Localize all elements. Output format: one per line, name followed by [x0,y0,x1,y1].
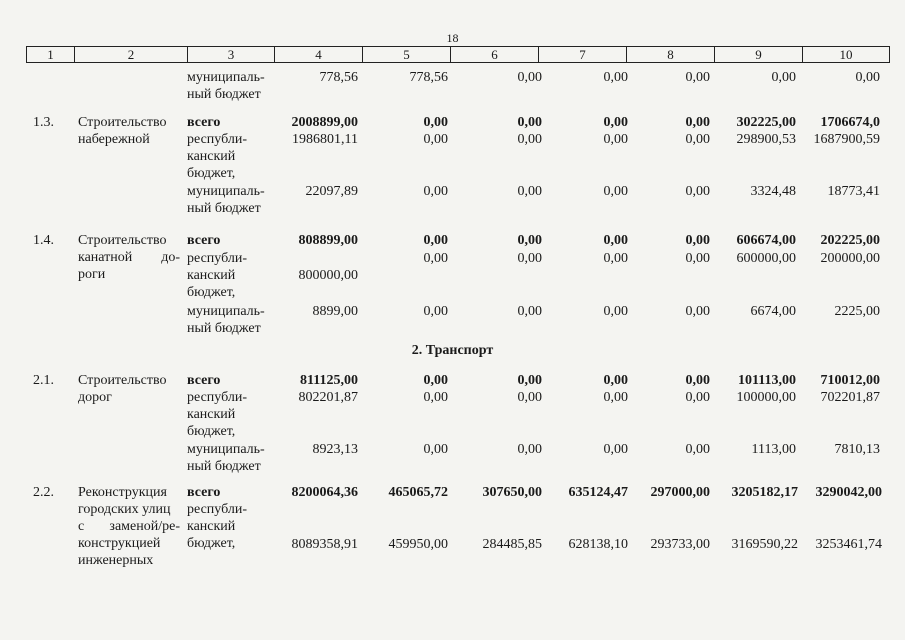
name-line: Строительство [78,233,167,248]
source-line: бюджет, [187,166,236,181]
cell: 628138,10 [568,537,628,552]
cell: 0,00 [423,304,448,319]
cell: 606674,00 [736,233,796,248]
cell: 800000,00 [298,268,358,283]
source-line: ный бюджет [187,201,261,216]
cell: 297000,00 [650,485,710,500]
cell: 0,00 [603,132,628,147]
cell: 0,00 [423,390,448,405]
cell: 0,00 [603,70,628,85]
cell: 635124,47 [568,485,628,500]
funding-source-republic [187,501,277,552]
cell: 101113,00 [738,373,796,388]
cell: 0,00 [685,304,710,319]
cell: 0,00 [517,442,542,457]
cell: 778,56 [319,70,358,85]
cell: 2225,00 [834,304,880,319]
name-line: конструкцией [78,536,161,551]
cell: 307650,00 [482,485,542,500]
cell: 0,00 [603,373,628,388]
item-name [78,484,180,569]
source-line: муниципаль- [187,442,265,457]
source-line: ный бюджет [187,87,261,102]
source-line: канский [187,149,236,164]
cell: 0,00 [685,184,710,199]
source-line: муниципаль- [187,70,265,85]
header-col-9: 9 [715,47,803,63]
cell: 465065,72 [388,485,448,500]
cell: 802201,87 [298,390,358,405]
name-line: Реконструкция [78,485,167,500]
cell: 0,00 [517,70,542,85]
source-line: республи- [187,390,247,405]
cell: 0,00 [517,115,542,130]
funding-source-municipal [187,441,277,475]
item-name [78,372,180,406]
cell: 0,00 [517,373,542,388]
cell: 0,00 [517,184,542,199]
header-col-10: 10 [803,47,890,63]
cell: 202225,00 [820,233,880,248]
source-line: бюджет, [187,536,236,551]
cell: 293733,00 [650,537,710,552]
cell: 0,00 [423,373,448,388]
cell: 302225,00 [736,115,796,130]
cell: 0,00 [517,304,542,319]
source-line: республи- [187,502,247,517]
cell: 3205182,17 [731,485,798,500]
total-label: всего [187,373,221,388]
cell: 0,00 [603,390,628,405]
funding-source-municipal [187,303,277,337]
cell: 1986801,11 [292,132,358,147]
cell: 0,00 [423,442,448,457]
cell: 702201,87 [820,390,880,405]
source-line: республи- [187,132,247,147]
funding-source-municipal [187,183,277,217]
total-label: всего [187,115,221,130]
header-col-8: 8 [627,47,715,63]
cell: 0,00 [685,233,710,248]
cell: 1706674,0 [820,115,880,130]
source-line: ный бюджет [187,459,261,474]
name-line: с заменой/ре- [78,519,180,534]
total-label: всего [187,233,221,248]
name-line: городских улиц [78,502,171,517]
cell: 0,00 [603,304,628,319]
cell: 0,00 [517,233,542,248]
cell: 0,00 [685,251,710,266]
row-number: 1.3. [33,115,54,130]
cell: 0,00 [517,251,542,266]
cell: 0,00 [685,132,710,147]
cell: 0,00 [517,390,542,405]
cell: 8923,13 [312,442,358,457]
cell: 0,00 [423,184,448,199]
cell: 100000,00 [736,390,796,405]
row-number: 2.1. [33,373,54,388]
source-line: муниципаль- [187,304,265,319]
cell: 600000,00 [736,251,796,266]
cell: 0,00 [423,132,448,147]
cell: 778,56 [409,70,448,85]
cell: 0,00 [423,115,448,130]
header-col-4: 4 [275,47,363,63]
cell: 811125,00 [300,373,358,388]
section-title: 2. Транспорт [411,343,494,358]
cell: 0,00 [685,442,710,457]
name-line: инженерных [78,553,154,568]
cell: 1113,00 [751,442,796,457]
name-line: Строительство [78,115,167,130]
cell: 808899,00 [298,233,358,248]
cell: 0,00 [685,115,710,130]
cell: 3253461,74 [815,537,882,552]
name-line: роги [78,267,106,282]
source-line: канский [187,407,236,422]
cell: 3290042,00 [815,485,882,500]
cell: 0,00 [771,70,796,85]
funding-source-republic [187,131,277,182]
funding-source-republic [187,389,277,440]
total-label: всего [187,485,221,500]
cell: 284485,85 [482,537,542,552]
cell: 0,00 [603,442,628,457]
source-line: муниципаль- [187,184,265,199]
header-col-1: 1 [27,47,75,63]
source-line: ный бюджет [187,321,261,336]
row-number: 1.4. [33,233,54,248]
cell: 22097,89 [305,184,358,199]
cell: 459950,00 [388,537,448,552]
cell: 0,00 [603,233,628,248]
cell: 7810,13 [834,442,880,457]
header-col-7: 7 [539,47,627,63]
cell: 0,00 [685,373,710,388]
cell: 0,00 [685,70,710,85]
name-word: до- [161,250,180,265]
cell: 298900,53 [736,132,796,147]
header-col-3: 3 [188,47,275,63]
cell: 3169590,22 [731,537,798,552]
cell: 0,00 [855,70,880,85]
page-number: 18 [446,31,459,45]
name-line: дорог [78,390,112,405]
cell: 0,00 [603,115,628,130]
cell: 0,00 [685,390,710,405]
source-line: канский [187,519,236,534]
cell: 0,00 [517,132,542,147]
header-col-6: 6 [451,47,539,63]
cell: 0,00 [423,251,448,266]
name-line: Строительство [78,373,167,388]
source-line: республи- [187,251,247,266]
source-line: бюджет, [187,424,236,439]
funding-source-republic [187,250,277,301]
cell: 1687900,59 [813,132,880,147]
name-line [78,249,180,266]
cell: 3324,48 [750,184,796,199]
cell: 0,00 [603,184,628,199]
name-word: канатной [78,250,133,265]
cell: 8089358,91 [291,537,358,552]
item-name [78,114,180,148]
cell: 2008899,00 [291,115,358,130]
cell: 200000,00 [820,251,880,266]
item-name [78,232,180,283]
name-line: набережной [78,132,150,147]
cell: 8899,00 [312,304,358,319]
source-line: бюджет, [187,285,236,300]
funding-source-municipal [187,69,277,103]
cell: 0,00 [423,233,448,248]
cell: 710012,00 [820,373,880,388]
cell: 8200064,36 [291,485,358,500]
header-col-2: 2 [75,47,188,63]
cell: 6674,00 [750,304,796,319]
cell: 0,00 [603,251,628,266]
header-col-5: 5 [363,47,451,63]
cell: 18773,41 [827,184,880,199]
row-number: 2.2. [33,485,54,500]
source-line: канский [187,268,236,283]
